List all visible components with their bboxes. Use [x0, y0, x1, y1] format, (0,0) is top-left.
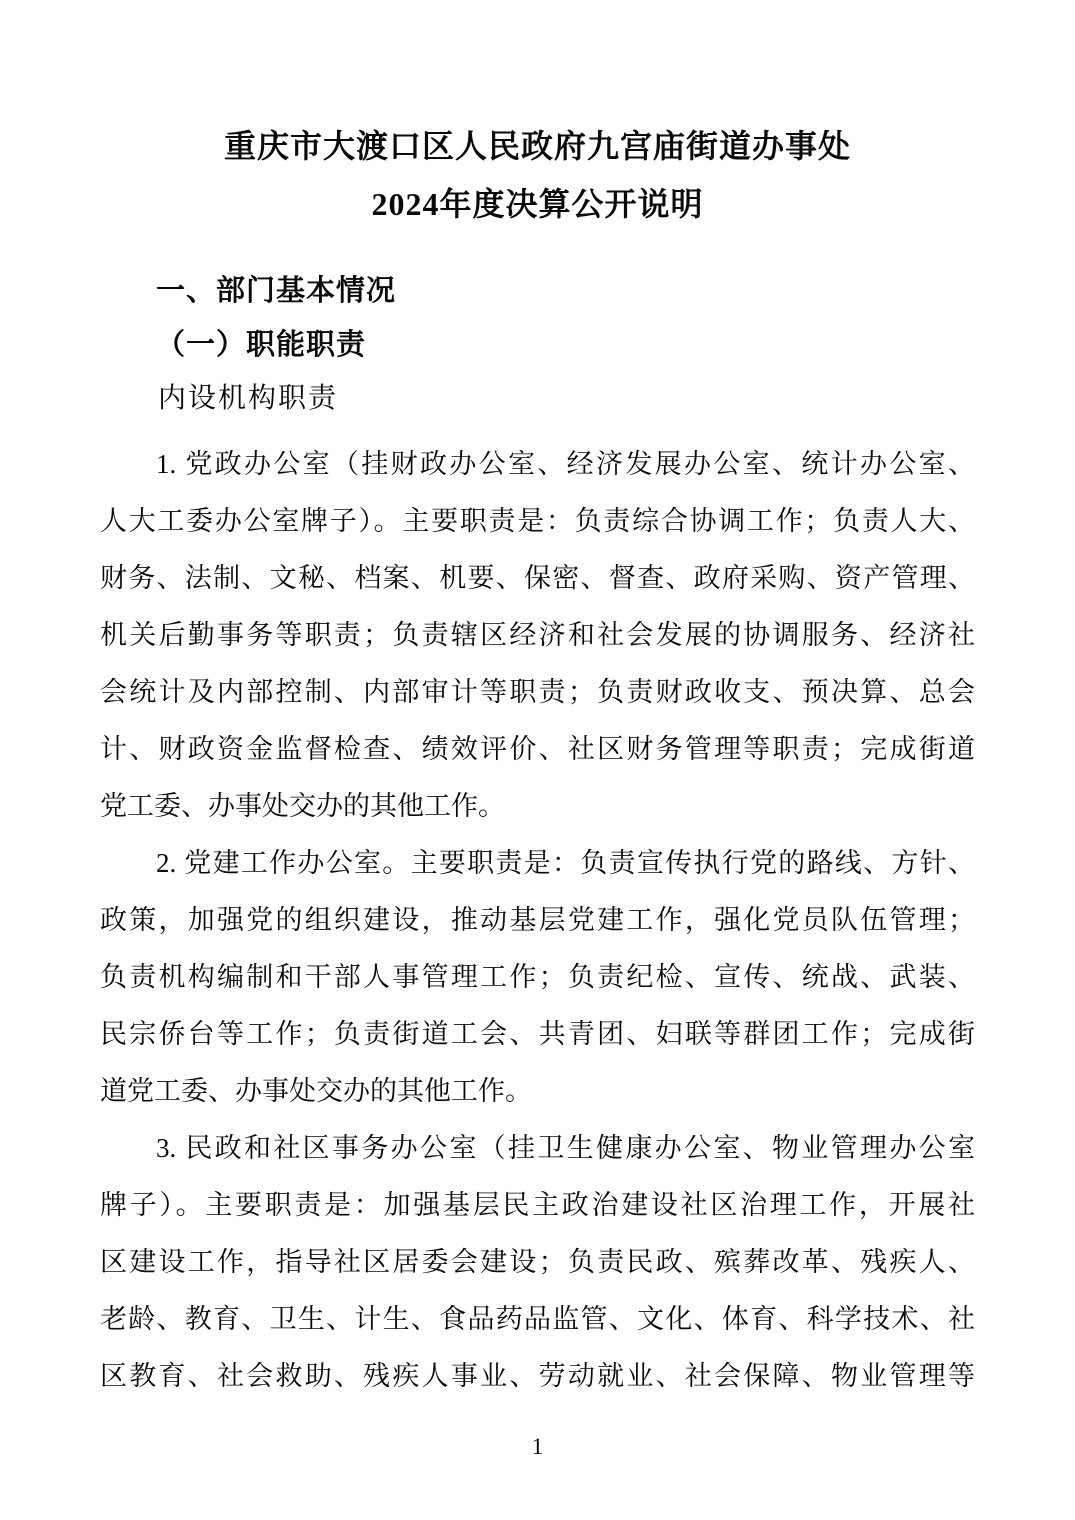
doc-subtitle: 2024年度决算公开说明: [371, 186, 704, 222]
body-line: 牌子）。主要职责是：加强基层民主政治建设社区治理工作，开展社: [100, 1190, 975, 1220]
body-text: [100, 436, 975, 1405]
body-line: 2. 党建工作办公室。主要职责是：负责宣传执行党的路线、方针、: [156, 848, 975, 878]
body-line: 老龄、教育、卫生、计生、食品药品监管、文化、体育、科学技术、社: [100, 1304, 975, 1334]
body-line: 党工委、办事处交办的其他工作。: [100, 791, 505, 821]
title-block: [0, 124, 1075, 226]
body-line: 道党工委、办事处交办的其他工作。: [100, 1076, 532, 1106]
doc-title: 重庆市大渡口区人民政府九宫庙街道办事处: [223, 128, 851, 164]
body-line: 机关后勤事务等职责；负责辖区经济和社会发展的协调服务、经济社: [100, 620, 975, 650]
body-line: 计、财政资金监督检查、绩效评价、社区财务管理等职责；完成街道: [100, 734, 975, 764]
body-line: 会统计及内部控制、内部审计等职责；负责财政收支、预决算、总会: [100, 677, 975, 707]
body-line: 负责机构编制和干部人事管理工作；负责纪检、宣传、统战、武装、: [100, 962, 975, 992]
body-line: 政策，加强党的组织建设，推动基层党建工作，强化党员队伍管理；: [100, 905, 975, 935]
intro-line: 内设机构职责: [158, 383, 339, 414]
body-line: 财务、法制、文秘、档案、机要、保密、督查、政府采购、资产管理、: [100, 563, 975, 593]
body-line: 民宗侨台等工作；负责街道工会、共青团、妇联等群团工作；完成街: [100, 1019, 975, 1049]
body-line: 区教育、社会救助、残疾人事业、劳动就业、社会保障、物业管理等: [100, 1361, 975, 1391]
body-line: 1. 党政办公室（挂财政办公室、经济发展办公室、统计办公室、: [156, 449, 975, 479]
body-line: 人大工委办公室牌子）。主要职责是：负责综合协调工作；负责人大、: [100, 506, 975, 536]
page-number: 1: [531, 1434, 544, 1459]
subsection-heading: （一）职能职责: [156, 329, 367, 361]
body-line: 区建设工作，指导社区居委会建设；负责民政、殡葬改革、残疾人、: [100, 1247, 975, 1277]
section-heading: 一、部门基本情况: [156, 275, 397, 307]
body-line: 3. 民政和社区事务办公室（挂卫生健康办公室、物业管理办公室: [156, 1133, 975, 1163]
